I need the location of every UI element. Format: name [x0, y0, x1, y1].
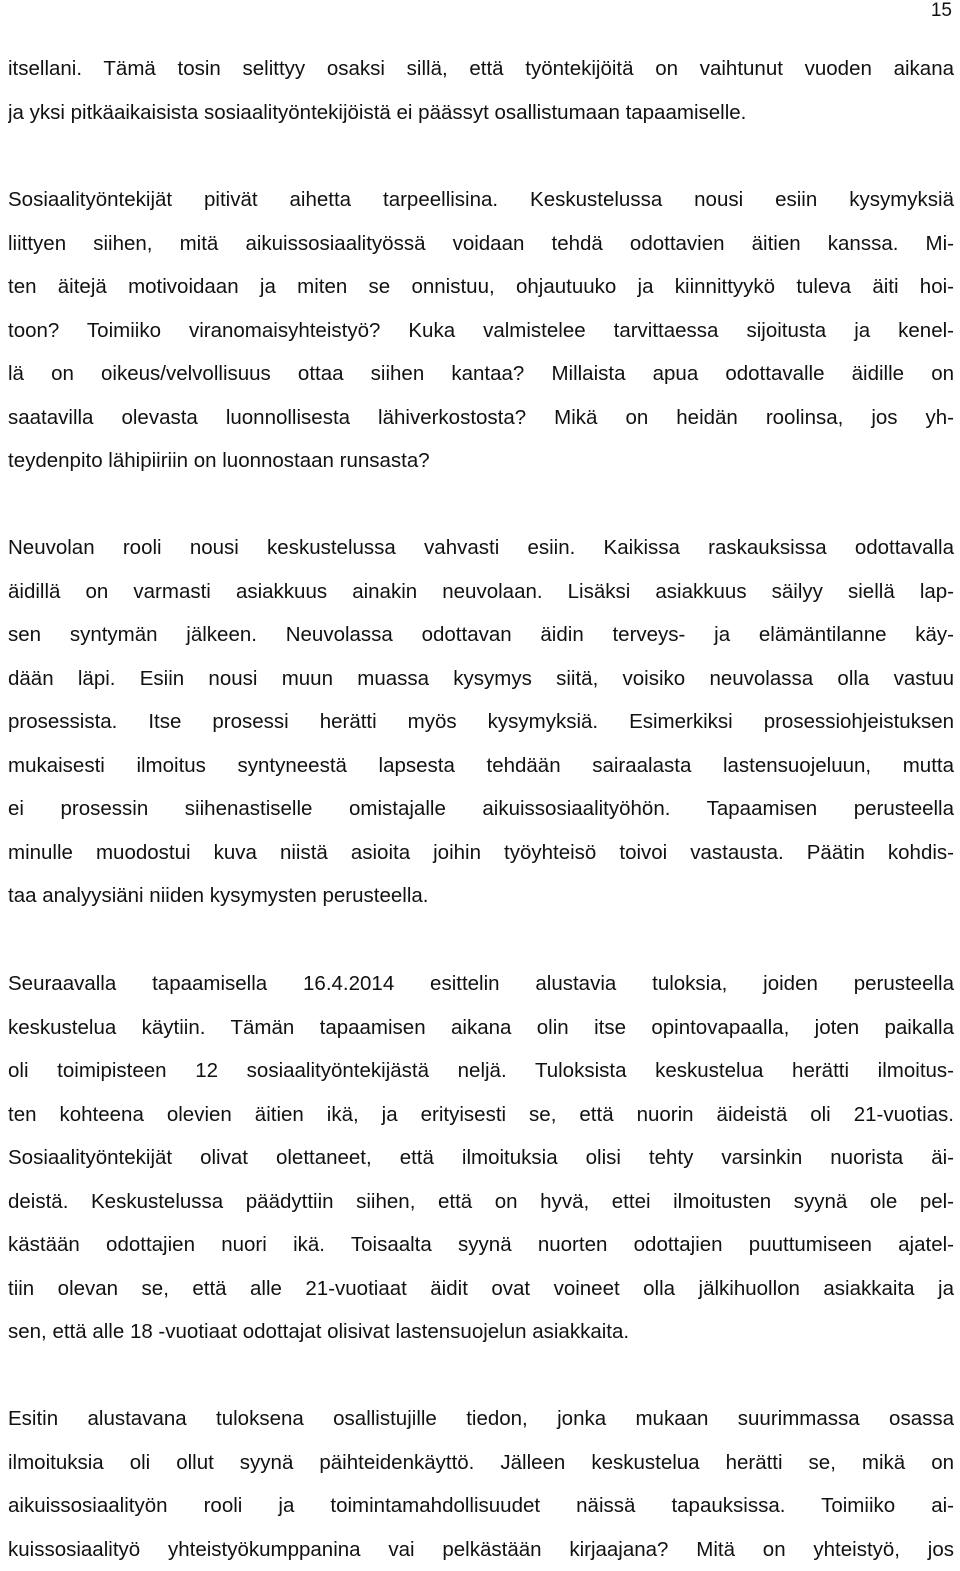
text-line: Sosiaalityöntekijät pitivät aihetta tarpeellisina. Keskustelussa nousi esiin kysymyksiä [8, 178, 954, 222]
text-line: ten äitejä motivoidaan ja miten se onnistuu, ohjautuuko ja kiinnittyykö tuleva äiti hoi- [8, 265, 954, 309]
text-line: minulle muodostui kuva niistä asioita joihin työyhteisö toivoi vastausta. Päätin kohdis- [8, 831, 954, 875]
page-number: 15 [931, 0, 952, 22]
text-line: prosessista. Itse prosessi herätti myös kysymyksiä. Esimerkiksi prosessiohjeistuksen [8, 700, 954, 744]
text-line: Sosiaalityöntekijät olivat olettaneet, että ilmoituksia olisi tehty varsinkin nuorista äi- [8, 1136, 954, 1180]
text-line: saatavilla olevasta luonnollisesta lähiverkostosta? Mikä on heidän roolinsa, jos yh- [8, 396, 954, 440]
text-line: toon? Toimiiko viranomaisyhteistyö? Kuka valmistelee tarvittaessa sijoitusta ja kenel- [8, 309, 954, 353]
text-line: aikuissosiaalityön rooli ja toimintamahdollisuudet näissä tapauksissa. Toimiiko ai- [8, 1484, 954, 1528]
text-line: ei prosessin siihenastiselle omistajalle aikuissosiaalityöhön. Tapaamisen perusteella [8, 787, 954, 831]
text-line: ten kohteena olevien äitien ikä, ja erityisesti se, että nuorin äideistä oli 21-vuotias. [8, 1093, 954, 1137]
paragraph [8, 1397, 954, 1571]
text-line: taa analyysiäni niiden kysymysten perusteella. [8, 874, 954, 918]
text-line: keskustelua käytiin. Tämän tapaamisen aikana olin itse opintovapaalla, joten paikalla [8, 1006, 954, 1050]
text-line: itsellani. Tämä tosin selittyy osaksi sillä, että työntekijöitä on vaihtunut vuoden aikana [8, 47, 954, 91]
text-line: Neuvolan rooli nousi keskustelussa vahvasti esiin. Kaikissa raskauksissa odottavalla [8, 526, 954, 570]
text-line: mukaisesti ilmoitus syntyneestä lapsesta tehdään sairaalasta lastensuojeluun, mutta [8, 744, 954, 788]
text-line: ja yksi pitkäaikaisista sosiaalityöntekijöistä ei päässyt osallistumaan tapaamiselle. [8, 91, 954, 135]
text-line: oli toimipisteen 12 sosiaalityöntekijästä neljä. Tuloksista keskustelua herätti ilmoitus- [8, 1049, 954, 1093]
text-line: deistä. Keskustelussa päädyttiin siihen, että on hyvä, ettei ilmoitusten syynä ole pel- [8, 1180, 954, 1224]
text-line: liittyen siihen, mitä aikuissosiaalityössä voidaan tehdä odottavien äitien kanssa. Mi- [8, 222, 954, 266]
paragraph [8, 962, 954, 1354]
text-line: sen syntymän jälkeen. Neuvolassa odottavan äidin terveys- ja elämäntilanne käy- [8, 613, 954, 657]
text-line: äidillä on varmasti asiakkuus ainakin neuvolaan. Lisäksi asiakkuus säilyy siellä lap- [8, 570, 954, 614]
text-line: sen, että alle 18 -vuotiaat odottajat olisivat lastensuojelun asiakkaita. [8, 1310, 954, 1354]
text-line: ilmoituksia oli ollut syynä päihteidenkäyttö. Jälleen keskustelua herätti se, mikä on [8, 1441, 954, 1485]
text-line: teydenpito lähipiiriin on luonnostaan runsasta? [8, 439, 954, 483]
text-line: tiin olevan se, että alle 21-vuotiaat äidit ovat voineet olla jälkihuollon asiakkaita ja [8, 1267, 954, 1311]
text-line: kuissosiaalityö yhteistyökumppanina vai pelkästään kirjaajana? Mitä on yhteistyö, jos [8, 1528, 954, 1571]
paragraph [8, 178, 954, 483]
paragraph [8, 47, 954, 134]
text-line: dään läpi. Esiin nousi muun muassa kysymys siitä, voisiko neuvolassa olla vastuu [8, 657, 954, 701]
paragraph [8, 526, 954, 918]
text-line: kästään odottajien nuori ikä. Toisaalta syynä nuorten odottajien puuttumiseen ajatel- [8, 1223, 954, 1267]
text-line: Seuraavalla tapaamisella 16.4.2014 esittelin alustavia tuloksia, joiden perusteella [8, 962, 954, 1006]
text-line: Esitin alustavana tuloksena osallistujille tiedon, jonka mukaan suurimmassa osassa [8, 1397, 954, 1441]
text-line: lä on oikeus/velvollisuus ottaa siihen kantaa? Millaista apua odottavalle äidille on [8, 352, 954, 396]
